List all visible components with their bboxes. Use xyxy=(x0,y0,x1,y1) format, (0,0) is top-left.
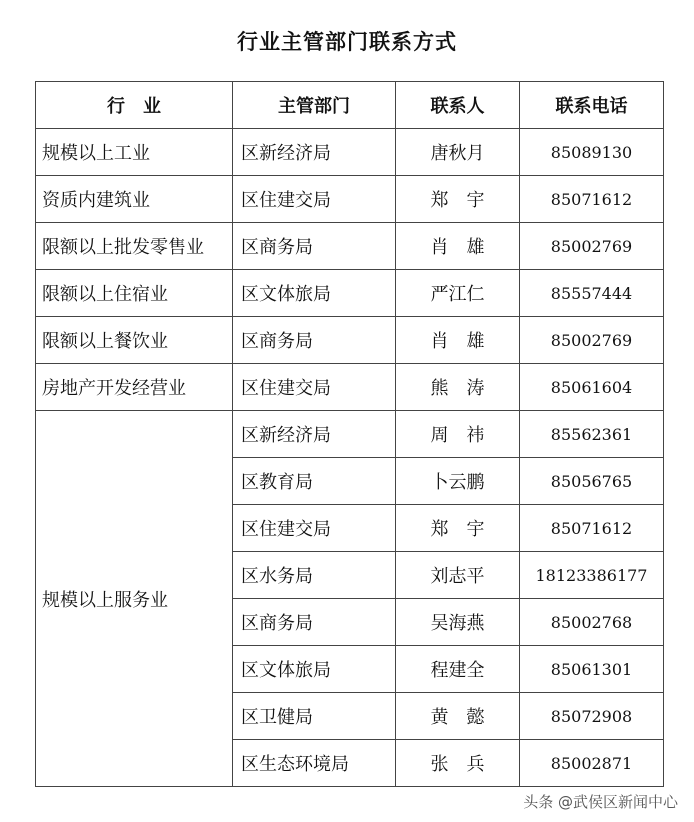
industry-cell: 限额以上住宿业 xyxy=(36,270,233,317)
industry-cell: 规模以上工业 xyxy=(36,129,233,176)
department-cell: 区卫健局 xyxy=(233,693,396,740)
contact-person-cell: 肖 雄 xyxy=(396,317,520,364)
contact-person-cell: 郑 宇 xyxy=(396,176,520,223)
contact-person-cell: 程建全 xyxy=(396,646,520,693)
department-cell: 区文体旅局 xyxy=(233,646,396,693)
department-cell: 区商务局 xyxy=(233,599,396,646)
header-department: 主管部门 xyxy=(233,82,396,129)
phone-cell: 85061301 xyxy=(520,646,664,693)
contact-person-cell: 郑 宇 xyxy=(396,505,520,552)
contact-table xyxy=(35,81,664,787)
department-cell: 区住建交局 xyxy=(233,364,396,411)
department-cell: 区住建交局 xyxy=(233,505,396,552)
phone-cell: 85002769 xyxy=(520,223,664,270)
table-row xyxy=(36,223,664,270)
table-header-row xyxy=(36,82,664,129)
phone-cell: 85072908 xyxy=(520,693,664,740)
industry-cell: 限额以上批发零售业 xyxy=(36,223,233,270)
table-row xyxy=(36,176,664,223)
phone-cell: 85071612 xyxy=(520,505,664,552)
phone-cell: 18123386177 xyxy=(520,552,664,599)
watermark: 头条 @武侯区新闻中心 xyxy=(523,793,678,811)
table-row xyxy=(36,411,664,458)
page-title: 行业主管部门联系方式 xyxy=(237,30,457,54)
contact-person-cell: 严江仁 xyxy=(396,270,520,317)
department-cell: 区商务局 xyxy=(233,317,396,364)
contact-person-cell: 卜云鹏 xyxy=(396,458,520,505)
phone-cell: 85002769 xyxy=(520,317,664,364)
industry-cell: 房地产开发经营业 xyxy=(36,364,233,411)
phone-cell: 85002768 xyxy=(520,599,664,646)
table-row xyxy=(36,270,664,317)
table-row xyxy=(36,129,664,176)
header-phone: 联系电话 xyxy=(520,82,664,129)
contact-person-cell: 周 祎 xyxy=(396,411,520,458)
department-cell: 区住建交局 xyxy=(233,176,396,223)
table-row xyxy=(36,364,664,411)
phone-cell: 85562361 xyxy=(520,411,664,458)
contact-person-cell: 吴海燕 xyxy=(396,599,520,646)
department-cell: 区生态环境局 xyxy=(233,740,396,787)
industry-cell: 限额以上餐饮业 xyxy=(36,317,233,364)
contact-person-cell: 熊 涛 xyxy=(396,364,520,411)
header-industry: 行 业 xyxy=(36,82,233,129)
department-cell: 区商务局 xyxy=(233,223,396,270)
phone-cell: 85071612 xyxy=(520,176,664,223)
industry-cell-merged: 规模以上服务业 xyxy=(36,411,233,787)
header-contact-person: 联系人 xyxy=(396,82,520,129)
contact-person-cell: 黄 懿 xyxy=(396,693,520,740)
phone-cell: 85002871 xyxy=(520,740,664,787)
phone-cell: 85089130 xyxy=(520,129,664,176)
department-cell: 区新经济局 xyxy=(233,129,396,176)
industry-cell: 资质内建筑业 xyxy=(36,176,233,223)
phone-cell: 85056765 xyxy=(520,458,664,505)
department-cell: 区教育局 xyxy=(233,458,396,505)
contact-person-cell: 唐秋月 xyxy=(396,129,520,176)
contact-person-cell: 刘志平 xyxy=(396,552,520,599)
table-row xyxy=(36,317,664,364)
phone-cell: 85557444 xyxy=(520,270,664,317)
phone-cell: 85061604 xyxy=(520,364,664,411)
department-cell: 区文体旅局 xyxy=(233,270,396,317)
contact-person-cell: 肖 雄 xyxy=(396,223,520,270)
contact-person-cell: 张 兵 xyxy=(396,740,520,787)
department-cell: 区新经济局 xyxy=(233,411,396,458)
department-cell: 区水务局 xyxy=(233,552,396,599)
